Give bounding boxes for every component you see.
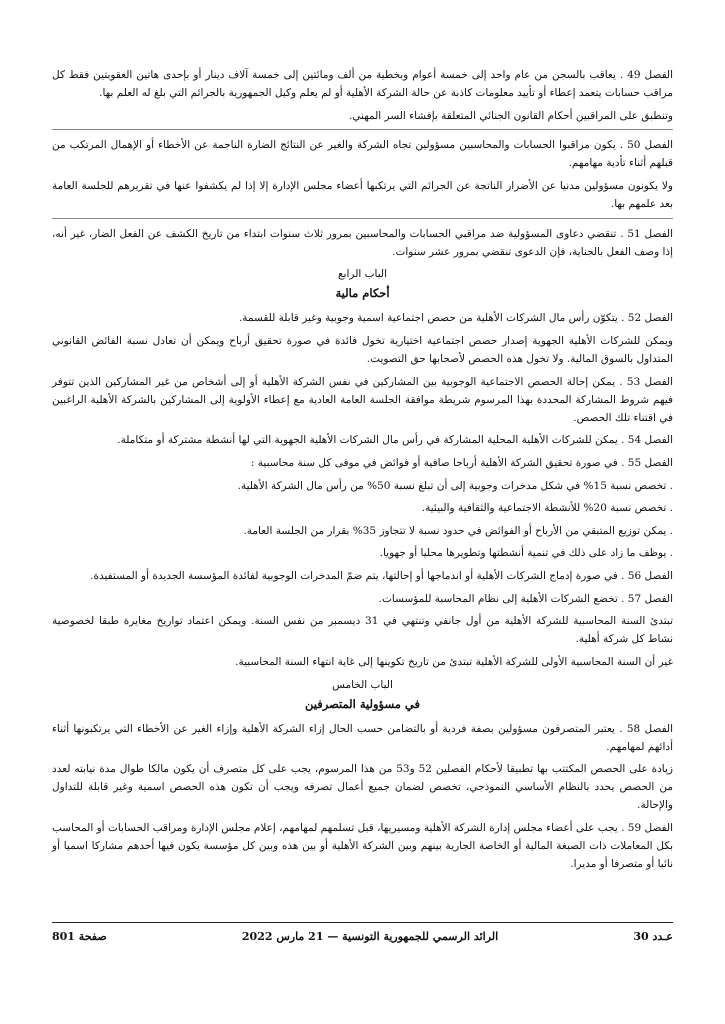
paragraph: تبتدئ السنة المحاسبية للشركة الأهلية من أول جانفي وتنتهي في 31 ديسمبر من نفس السنة. ويمكن اعتماد تواريخ مغايرة طبقا لخصوصية نشاط كل شركة أهلية.: [52, 615, 674, 646]
article-50: الفصل 50 . يكون مراقبوا الحسابات والمحاسبين مسؤولين تجاه الشركة والغير عن النتائج الضارة الناجمة عن الأخطاء أو الإهمال المرتكب من قبلهم أثناء تأدية مهامهم.: [52, 139, 673, 170]
separator: [52, 218, 673, 219]
page-footer: [52, 930, 673, 943]
section-title: أحكام مالية: [335, 286, 390, 301]
paragraph: ولا يكونون مسؤولين مدنيا عن الأضرار الناتجة عن الجرائم التي يرتكبها أعضاء مجلس الإدارة إلا إذا لم يكشفوا عنها في تقريرهم للجلسة العامة بعد علمهم بها.: [52, 180, 673, 211]
article-56: الفصل 56 . في صورة إدماج الشركات الأهلية أو اندماجها أو إحالتها، يتم ضمّ المدخرات الوجوبية لفائدة المؤسسة الجديدة أو المستفيدة.: [90, 570, 673, 583]
article-49: الفصل 49 . يعاقب بالسجن من عام واحد إلى خمسة أعوام وبخطية من ألف ومائتين إلى خمسة آلاف دينار أو بإحدى هاتين العقوبتين فقط كل مراقب حسابات يتعمد إعطاء أو تأييد معلومات كاذبة عن حالة الشركة الأهلية أو لم يعلم وكيل الجمهورية بالجرائم التي بلغ له العلم بها.: [52, 69, 673, 100]
paragraph: زيادة على الحصص المكتتب بها تطبيقا لأحكام الفصلين 52 و53 من هذا المرسوم، يجب على كل متصرف أن يكون مالكا طوال مدة نيابته لعدد من الحصص يحدد بالنظام الأساسي النموذجي، تخصص لضمان جميع أعمال تصرفه ويجب أن تكون هذه الحصص اسمية وغير قابلة للتداول والإحالة.: [52, 763, 673, 812]
list-item: . يوظف ما زاد على ذلك في تنمية أنشطتها وتطويرها محليا أو جهويا.: [379, 547, 673, 560]
section-title: في مسؤولية المتصرفين: [305, 696, 420, 711]
page-number: صفحة 801: [52, 930, 107, 943]
article-59: الفصل 59 . يجب على أعضاء مجلس إدارة الشركة الأهلية ومسيريها، قبل تسلمهم لمهامهم، إعلام مجلس الإدارة ومراقب الحسابات أو المحاسب بكل المعاملات ذات الصبغة المالية أو الخاصة الجارية بينهم وبين الشركة الأهلية أو بين هذه وبين كل مؤسسة يكون فيها أحدهم مشاركا اسميا أو نائبا أو متصرفا أو مديرا.: [52, 821, 673, 871]
article-53: الفصل 53 . يمكن إحالة الحصص الاجتماعية الوجوبية بين المشاركين في نفس الشركة الأهلية أو إلى أشخاص من غير المشاركين الذين تتوفر فيهم شروط المشاركة المحددة بهذا المرسوم شريطة موافقة الجلسة العامة العادية مع إعطاء الأولوية إلى المشاركين بالشركة الأهلية الراغبين في اقتناء تلك الحصص.: [52, 375, 673, 424]
gazette-title: الرائد الرسمي للجمهورية التونسية — 21 مارس 2022: [241, 930, 499, 943]
article-54: الفصل 54 . يمكن للشركات الأهلية المحلية المشاركة في رأس مال الشركات الأهلية الجهوية التي لها أنشطة مشتركة أو متكاملة.: [117, 434, 673, 447]
article-57: الفصل 57 . تخضع الشركات الأهلية إلى نظام المحاسبة للمؤسسات.: [378, 592, 673, 605]
list-item: . يمكن توزيع المتبقي من الأرباح أو الفوائض في حدود نسبة لا تتجاوز 35% بقرار من الجلسة العامة.: [243, 524, 673, 537]
paragraph: غير أن السنة المحاسبية الأولى للشركة الأهلية تبتدئ من تاريخ تكوينها إلى غاية انتهاء السنة المحاسبية.: [235, 656, 673, 669]
footer-rule: [52, 922, 673, 923]
section-label: الباب الرابع: [337, 268, 388, 281]
separator: [52, 129, 673, 130]
article-55: الفصل 55 . في صورة تحقيق الشركة الأهلية أرباحا صافية أو فوائض في موفى كل سنة محاسبية :: [250, 456, 673, 469]
article-52: الفصل 52 . يتكوّن رأس مال الشركات الأهلية من حصص اجتماعية اسمية وجوبية وغير قابلة للقسمة.: [238, 312, 673, 325]
document-body: [52, 66, 673, 873]
article-58: الفصل 58 . يعتبر المتصرفون مسؤولين بصفة فردية أو بالتضامن حسب الحال إزاء الشركة الأهلية وإزاء الغير عن الأخطاء التي يرتكبونها أثناء أدائهم لمهامهم.: [52, 722, 674, 753]
list-item: . تخصص نسبة 20% للأنشطة الاجتماعية والثقافية والبيئية.: [421, 502, 673, 515]
paragraph: ويمكن للشركات الأهلية الجهوية إصدار حصص اجتماعية اختيارية تخول فائدة في صورة تحقيق أرباح ويمكن أن تعادل نسبة الفائض القانوني المتداول بالسوق المالية. ولا تخول هذه الحصص لأصحابها حق التصويت.: [52, 334, 673, 365]
section-label: الباب الخامس: [332, 678, 393, 691]
paragraph: وتنطبق على المراقبين أحكام القانون الجنائي المتعلقة بإفشاء السر المهني.: [348, 109, 673, 122]
list-item: . تخصص نسبة 15% في شكل مدخرات وجوبية إلى أن تبلغ نسبة 50% من رأس مال الشركة الأهلية.: [237, 479, 673, 492]
article-51: الفصل 51 . تنقضي دعاوى المسؤولية ضد مراقبي الحسابات والمحاسبين بمرور ثلاث سنوات ابتداء من تاريخ الكشف عن الفعل الضار، غير أنه، إذا وصف الفعل بالجناية، فإن الدعوى تنقضي بمرور عشر سنوات.: [52, 227, 674, 258]
issue-number: عـدد 30: [633, 930, 673, 943]
